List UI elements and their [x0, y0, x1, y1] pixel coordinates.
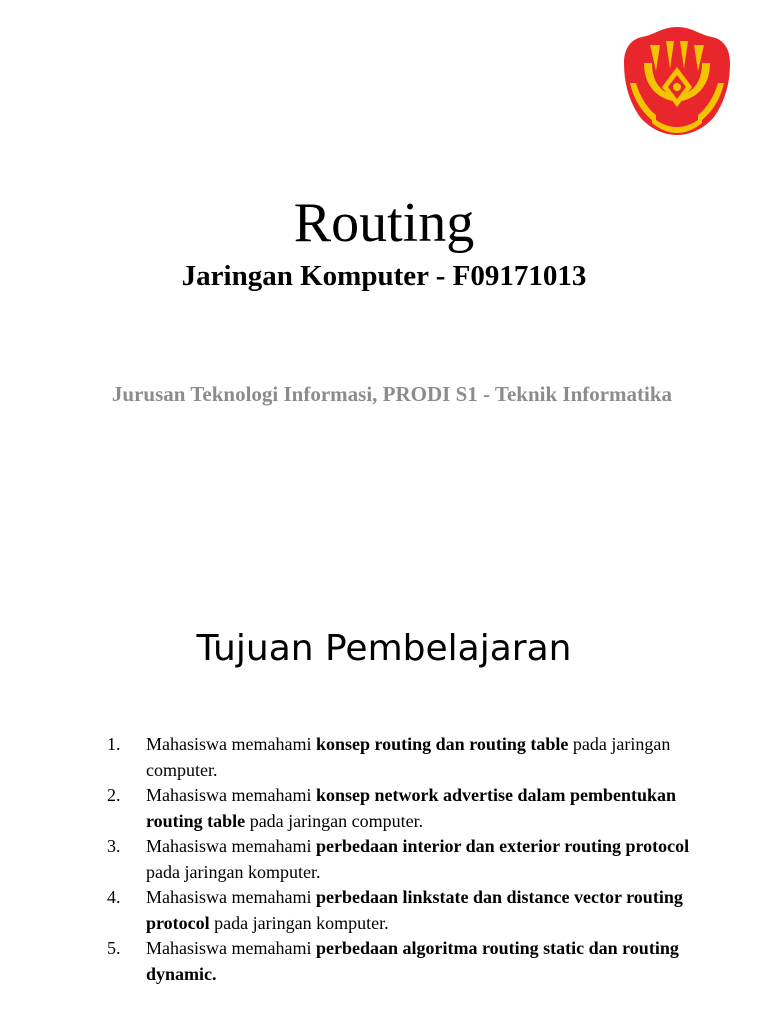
objectives-slide — [0, 512, 768, 1024]
item-emphasis: perbedaan linkstate dan distance vector routing protocol — [146, 887, 683, 933]
list-number: 4. — [107, 887, 121, 907]
list-number: 1. — [107, 734, 121, 754]
list-item — [100, 936, 700, 987]
list-number: 5. — [107, 938, 121, 958]
item-text: pada jaringan computer. — [245, 810, 424, 831]
objectives-list — [100, 732, 700, 987]
item-text: pada jaringan komputer. — [209, 912, 389, 933]
university-emblem-icon — [622, 25, 732, 137]
item-emphasis: perbedaan interior dan exterior routing protocol — [315, 836, 690, 856]
slide-heading: Tujuan Pembelajaran — [196, 628, 572, 669]
slide-title: Routing — [293, 192, 475, 254]
item-text: pada jaringan computer. — [146, 734, 671, 780]
list-number: 2. — [107, 785, 121, 805]
item-text: Mahasiswa memahami — [146, 938, 316, 958]
department-text: Jurusan Teknologi Informasi, PRODI S1 - Teknik Informatika — [111, 382, 673, 406]
list-item — [100, 732, 700, 783]
item-emphasis: konsep routing dan routing table — [315, 734, 569, 754]
item-text: Mahasiswa memahami — [146, 734, 316, 754]
item-emphasis: konsep network advertise dalam pembentukan routing table — [146, 785, 677, 831]
item-text: Mahasiswa memahami — [146, 836, 316, 856]
item-text: pada jaringan komputer. — [146, 861, 321, 882]
course-subtitle: Jaringan Komputer - F09171013 — [181, 260, 587, 292]
list-item — [100, 783, 700, 834]
list-item — [100, 885, 700, 936]
list-item — [100, 834, 700, 885]
list-number: 3. — [107, 836, 121, 856]
item-emphasis: perbedaan algoritma routing static dan routing dynamic. — [146, 938, 679, 984]
item-text: Mahasiswa memahami — [146, 887, 316, 907]
item-text: Mahasiswa memahami — [146, 785, 316, 805]
